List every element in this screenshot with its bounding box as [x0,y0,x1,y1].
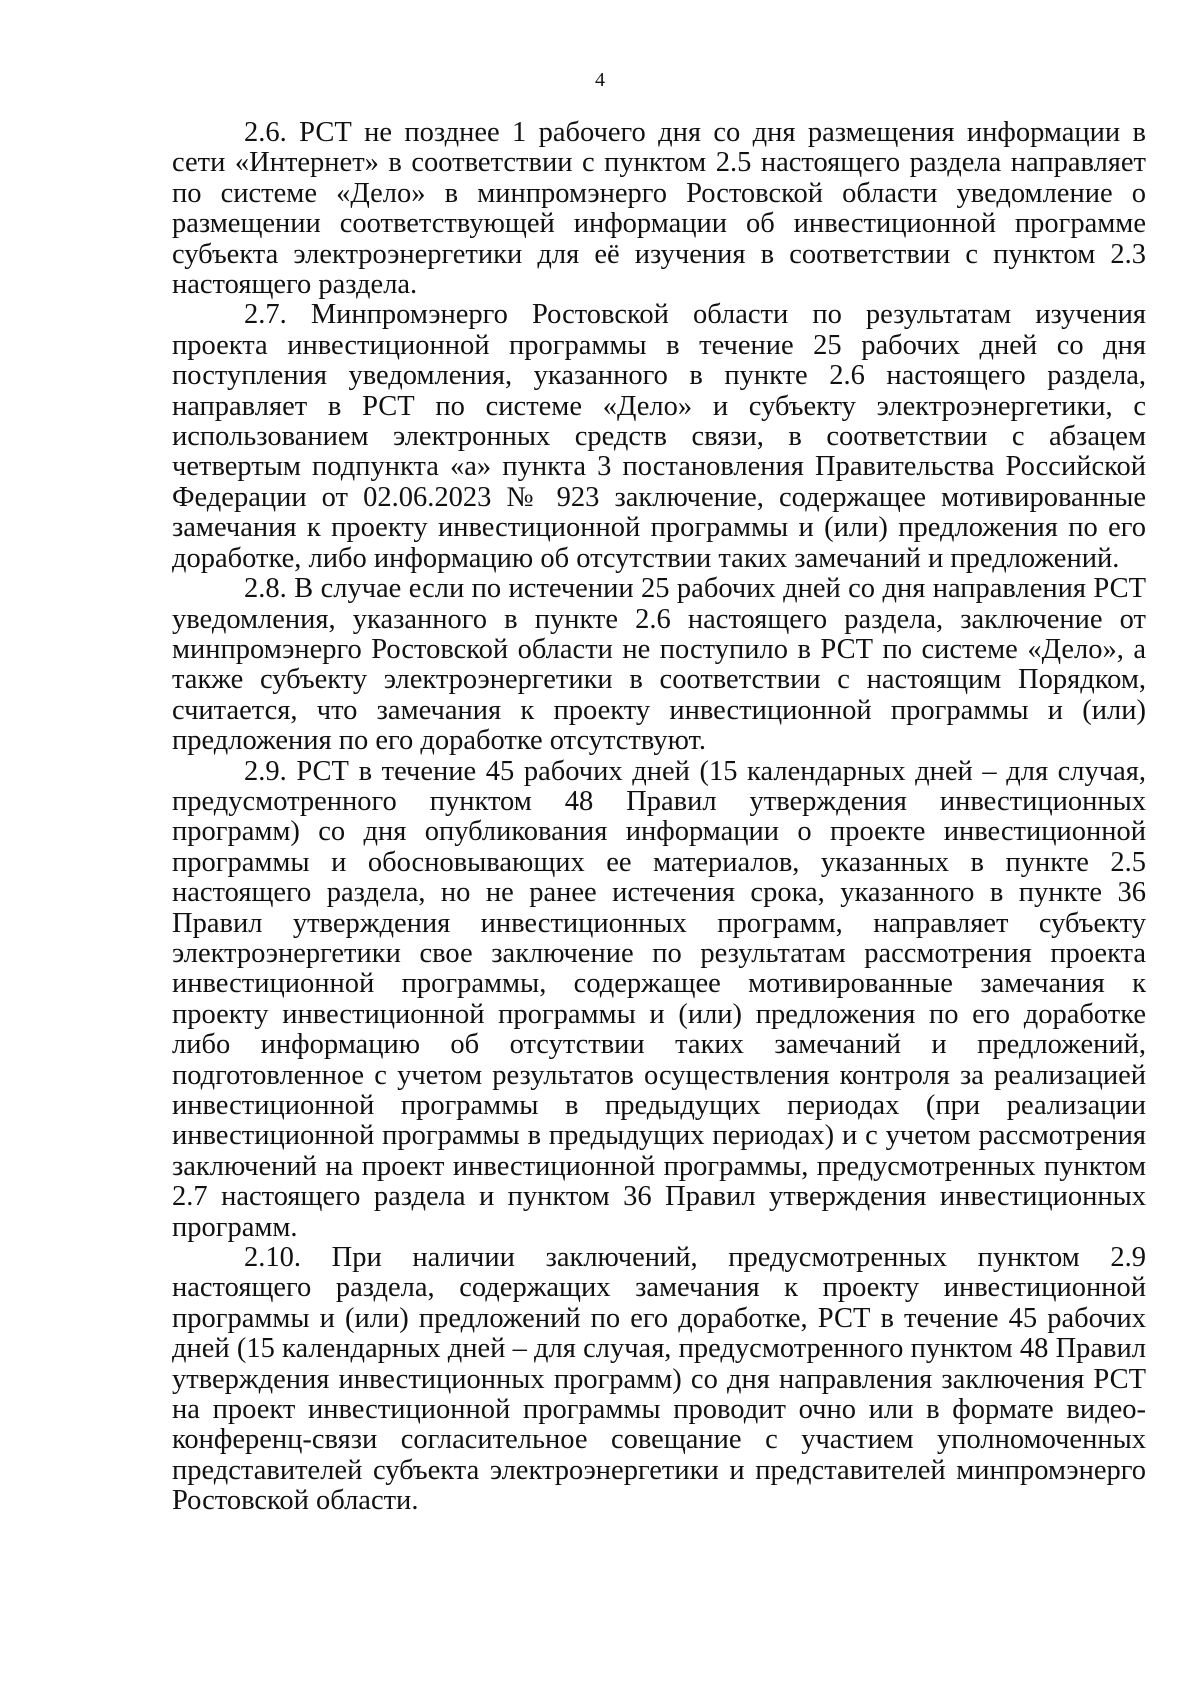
paragraph-2-10: 2.10. При наличии заключений, предусмотренных пунктом 2.9 настоящего раздела, содержащих замечания к проекту инвестиционной программы и (или) предложений по его доработке, РСТ в течение 45 рабочих дней (15 календарных дней – для случая, предусмотренного пунктом 48 Правил утверждения инвестиционных программ) со дня направления заключения РСТ на проект инвестиционной программы проводит очно или в формате видео-конференц-связи согласительное совещание с участием уполномоченных представителей субъекта электроэнергетики и представителей минпромэнерго Ростовской области. [172,1242,1146,1517]
page-number: 4 [595,69,605,91]
paragraph-2-6: 2.6. РСТ не позднее 1 рабочего дня со дня размещения информации в сети «Интернет» в соответствии с пунктом 2.5 настоящего раздела направляет по системе «Дело» в минпромэнерго Ростовской области уведомление о размещении соответствующей информации об инвестиционной программе субъекта электроэнергетики для её изучения в соответствии с пунктом 2.3 настоящего раздела. [172,117,1146,301]
paragraph-2-7: 2.7. Минпромэнерго Ростовской области по результатам изучения проекта инвестиционной программы в течение 25 рабочих дней со дня поступления уведомления, указанного в пункте 2.6 настоящего раздела, направляет в РСТ по системе «Дело» и субъекту электроэнергетики, с использованием электронных средств связи, в соответствии с абзацем четвертым подпункта «а» пункта 3 постановления Правительства Российской Федерации от 02.06.2023 № 923 заключение, содержащее мотивированные замечания к проекту инвестиционной программы и (или) предложения по его доработке, либо информацию об отсутствии таких замечаний и предложений. [172,299,1146,574]
paragraph-2-9: 2.9. РСТ в течение 45 рабочих дней (15 календарных дней – для случая, предусмотренного пунктом 48 Правил утверждения инвестиционных программ) со дня опубликования информации о проекте инвестиционной программы и обосновывающих ее материалов, указанных в пункте 2.5 настоящего раздела, но не ранее истечения срока, указанного в пункте 36 Правил утверждения инвестиционных программ, направляет субъекту электроэнергетики свое заключение по результатам рассмотрения проекта инвестиционной программы, содержащее мотивированные замечания к проекту инвестиционной программы и (или) предложения по его доработке либо информацию об отсутствии таких замечаний и предложений, подготовленное с учетом результатов осуществления контроля за реализацией инвестиционной программы в предыдущих периодах (при реализации инвестиционной программы в предыдущих периодах) и с учетом рассмотрения заключений на проект инвестиционной программы, предусмотренных пунктом 2.7 настоящего раздела и пунктом 36 Правил утверждения инвестиционных программ. [172,755,1146,1243]
paragraph-2-8: 2.8. В случае если по истечении 25 рабочих дней со дня направления РСТ уведомления, указанного в пункте 2.6 настоящего раздела, заключение от минпромэнерго Ростовской области не поступило в РСТ по системе «Дело», а также субъекту электроэнергетики в соответствии с настоящим Порядком, считается, что замечания к проекту инвестиционной программы и (или) предложения по его доработке отсутствуют. [172,573,1146,757]
document-body [172,118,1146,1517]
